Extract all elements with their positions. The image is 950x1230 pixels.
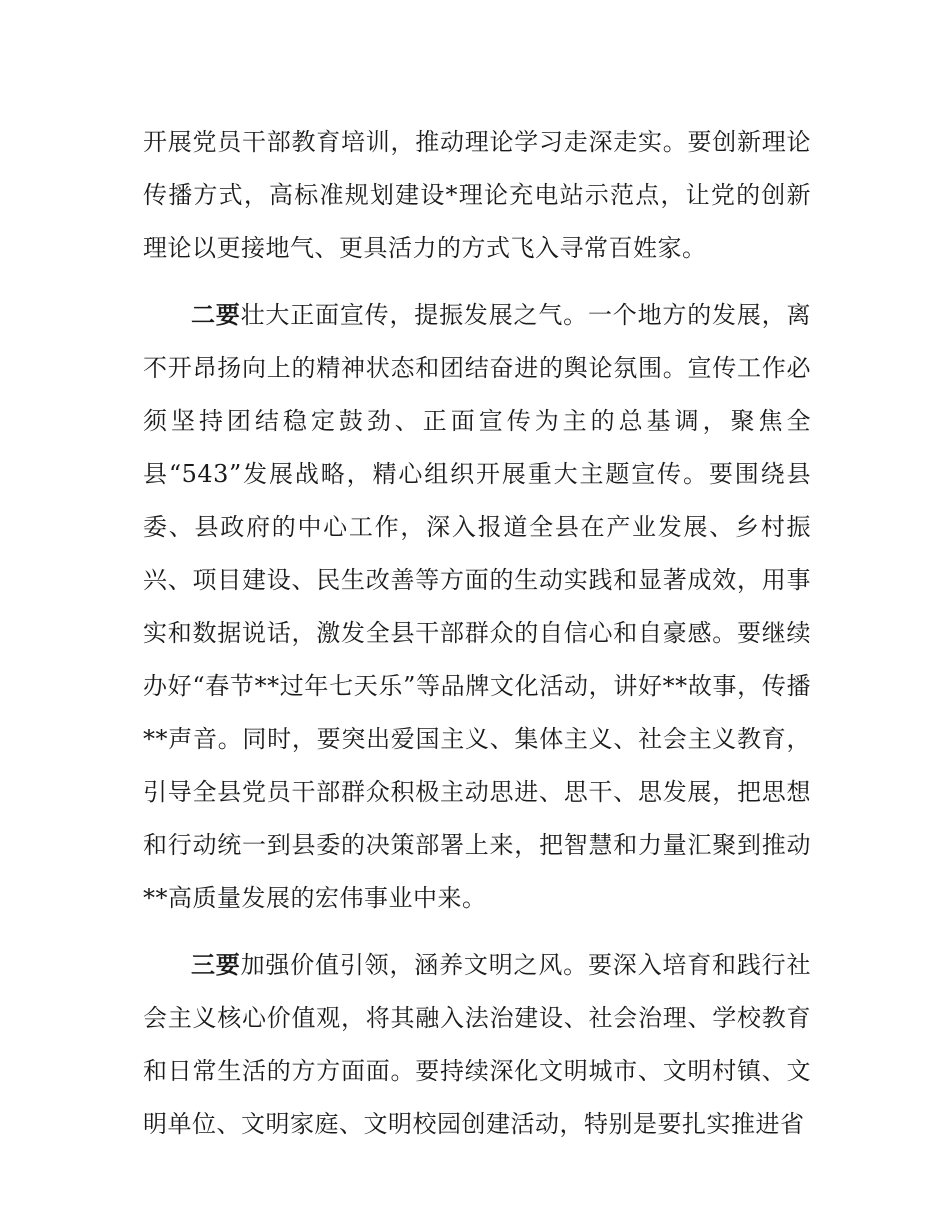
paragraph-text: 壮大正面宣传，提振发展之气。一个地方的发展，离不开昂扬向上的精神状态和团结奋进的舆论氛围。宣传工作必须坚持团结稳定鼓劲、正面宣传为主的总基调，聚焦全县“543”发展战略，精心组织开展重大主题宣传。要围绕县委、县政府的中心工作，深入报道全县在产业发展、乡村振兴、项目建设、民生改善等方面的生动实践和显著成效，用事实和数据说话，激发全县干部群众的自信心和自豪感。要继续办好“春节**过年七天乐”等品牌文化活动，讲好**故事，传播**声音。同时，要突出爱国主义、集体主义、社会主义教育，引导全县党员干部群众积极主动思进、思干、思发展，把思想和行动统一到县委的决策部署上来，把智慧和力量汇聚到推动**高质量发展的宏伟事业中来。 [143,301,811,912]
paragraph-third-point [143,938,811,1151]
paragraph-lead: 二要 [191,300,241,329]
paragraph-second-point [143,288,811,925]
paragraph-text: 加强价值引领，涵养文明之风。要深入培育和践行社会主义核心价值观，将其融入法治建设、社会治理、学校教育和日常生活的方方面面。要持续深化文明城市、文明村镇、文明单位、文明家庭、文明校园创建活动，特别是要扎实推进省 [143,951,811,1138]
paragraph-lead: 三要 [191,950,241,979]
paragraph-continued [143,116,811,275]
paragraph-text: 开展党员干部教育培训，推动理论学习走深走实。要创新理论传播方式，高标准规划建设*理论充电站示范点，让党的创新理论以更接地气、更具活力的方式飞入寻常百姓家。 [143,128,811,262]
document-body [143,116,811,1151]
